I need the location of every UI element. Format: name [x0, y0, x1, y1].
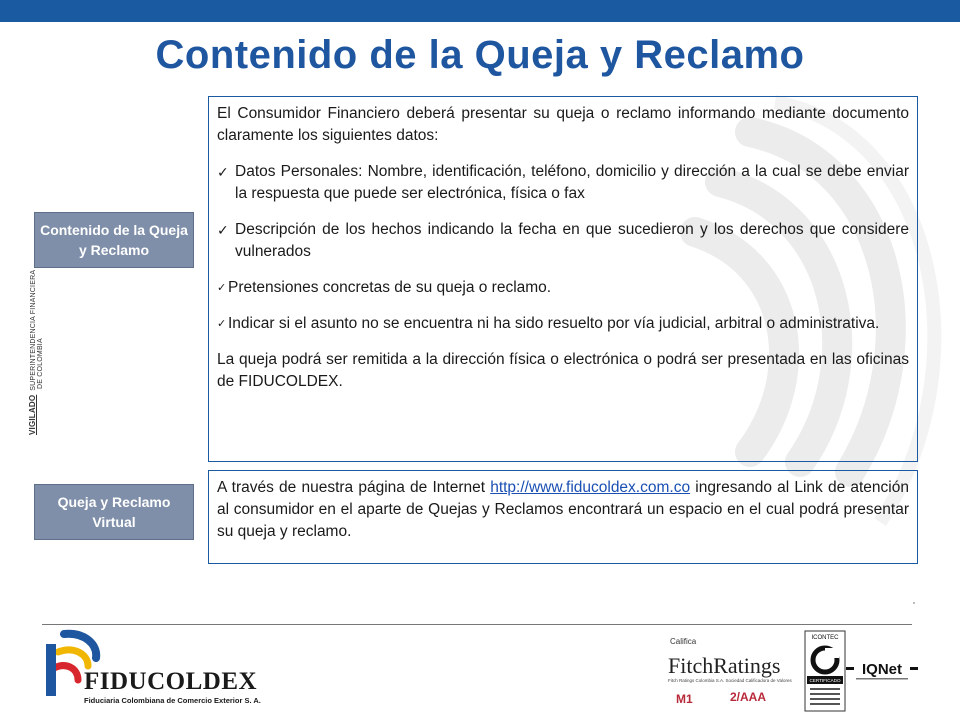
footer-divider: [42, 624, 912, 625]
icontec-cert-label: CERTIFICADO: [809, 678, 841, 683]
fiducoldex-logo: [44, 628, 264, 708]
vigilado-label: VIGILADO: [28, 394, 37, 435]
icontec-label: ICONTEC: [811, 635, 839, 641]
list-item-text: Pretensiones concretas de su queja o reclamo.: [228, 279, 552, 296]
intro-text: El Consumidor Financiero deberá presentar su queja o reclamo informando mediante documento claramente los siguientes datos:: [217, 105, 909, 144]
califica-label: Califica: [670, 637, 697, 646]
virtual-text-post: ingresando al Link de atención al consumidor en el aparte de Quejas y Reclamos encontrará un espacio en el cual podrá presentar su queja y reclamo.: [217, 479, 909, 540]
checkmark-icon: ✓: [217, 282, 227, 294]
list-item: [217, 161, 909, 205]
vigilado-org: SUPERINTENDENCIA FINANCIERA: [30, 269, 37, 391]
rating-aaa: 2/AAA: [730, 690, 767, 704]
closing-text: La queja podrá ser remitida a la dirección física o electrónica o podrá ser presentada en las oficinas de FIDUCOLDEX.: [217, 351, 909, 390]
header-bar: [0, 0, 960, 88]
virtual-text-pre: A través de nuestra página de Internet: [217, 479, 491, 496]
iqnet-label: IQNet: [861, 661, 903, 678]
checkmark-icon: ✓: [217, 164, 229, 180]
list-item-text: Indicar si el asunto no se encuentra ni ha sido resuelto por vía judicial, arbitral o administrativa.: [228, 315, 880, 332]
nav-button-virtual[interactable]: Queja y Reclamo Virtual: [34, 484, 194, 540]
fitch-ratings-logo: FitchRatings: [668, 653, 781, 678]
list-item: [217, 219, 909, 263]
logo-name: FIDUCOLDEX: [84, 668, 258, 695]
icontec-certification-badge: [804, 630, 846, 712]
checkmark-icon: ✓: [217, 222, 229, 238]
list-item: [217, 277, 909, 299]
website-link[interactable]: http://www.fiducoldex.com.co: [490, 479, 691, 496]
checkmark-icon: ✓: [217, 318, 227, 330]
list-item-text: Descripción de los hechos indicando la fecha en que sucedieron y los derechos que considere vulnerados: [235, 221, 909, 260]
fitch-subtitle: Fitch Ratings Colombia S.A. Sociedad Calificadora de Valores: [668, 678, 792, 683]
list-item: [217, 313, 909, 335]
rating-m1: M1: [676, 692, 693, 706]
vigilado-seal: [8, 260, 48, 440]
vigilado-org-line2: DE COLOMBIA: [37, 338, 44, 389]
content-box-requirements: [208, 96, 918, 462]
logo-subtitle: Fiduciaria Colombiana de Comercio Exterior S. A.: [84, 696, 261, 705]
content-box-virtual: [208, 470, 918, 564]
nav-button-contenido[interactable]: Contenido de la Queja y Reclamo: [34, 212, 194, 268]
page-title: Contenido de la Queja y Reclamo: [0, 22, 960, 88]
list-item-text: Datos Personales: Nombre, identificación, teléfono, domicilio y dirección a la cual se debe enviar la respuesta que puede ser electrónica, física o fax: [235, 163, 909, 202]
divider-dot: [913, 602, 915, 604]
iqnet-certification-logo: [846, 654, 918, 684]
